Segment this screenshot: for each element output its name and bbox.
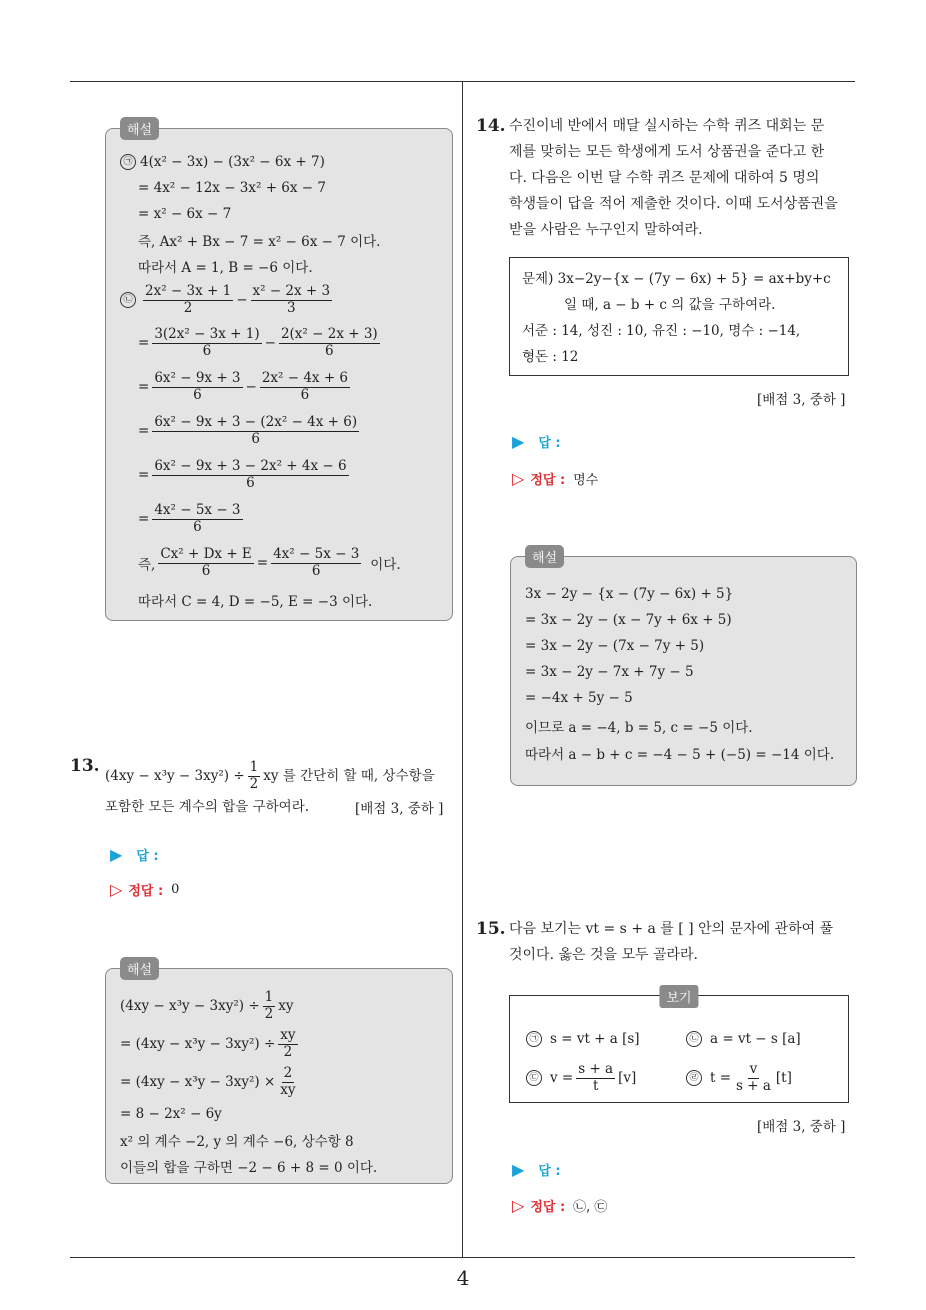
sol-line: 3x − 2y − {x − (7y − 6x) + 5} <box>525 586 734 602</box>
column-divider <box>462 82 463 1257</box>
box-line: 문제) 3x−2y−{x − (7y − 6x) + 5} = ax+by+c <box>522 271 831 287</box>
options-tag: 보기 <box>659 985 698 1008</box>
solution-tag: 해설 <box>120 117 159 140</box>
answer-label: 답 : <box>538 1164 561 1179</box>
option-text: t = <box>710 1070 732 1086</box>
text: 이다. <box>370 557 401 573</box>
fraction: $\frac{\text{2x² − 4x + 6}}{6}$ <box>261 369 349 403</box>
answer-label: 답 : <box>136 849 159 864</box>
sol-line: = 3x − 2y − (7x − 7y + 5) <box>525 638 705 654</box>
fraction: $\frac{\text{Cx² + Dx + E}}{6}$ <box>160 545 252 579</box>
marker-1: ㉠ <box>120 154 136 170</box>
score-14: [배점 3, 중하 ] <box>757 392 846 408</box>
sol-line: (4xy − x³y − 3xy²) ÷ <box>120 998 260 1014</box>
q15-line: 다음 보기는 vt = s + a 를 [ ] 안의 문자에 관하여 풀 <box>509 921 834 937</box>
equals: = <box>256 555 269 571</box>
solution-body <box>120 149 442 615</box>
option-4 <box>686 1059 792 1097</box>
text: 즉, <box>138 557 156 573</box>
page-number: 4 <box>456 1266 470 1290</box>
sol-line: = 8 − 2x² − 6y <box>120 1106 222 1122</box>
question-number-14: 14. <box>476 116 506 136</box>
correct-value: 명수 <box>573 473 599 488</box>
option-text: a = vt − s [a] <box>710 1031 801 1047</box>
equals: = <box>138 335 150 351</box>
q13-expr: (4xy − x³y − 3xy²) ÷ <box>105 768 245 784</box>
sol-line: = (4xy − x³y − 3xy²) ÷ <box>120 1036 276 1052</box>
sol-line: 4(x² − 3x) − (3x² − 6x + 7) <box>140 154 325 170</box>
sol-line: = −4x + 5y − 5 <box>525 690 633 706</box>
option-text: [v] <box>618 1070 637 1086</box>
correct-row-14 <box>512 469 598 488</box>
solution-body <box>525 581 846 766</box>
problem-box-content <box>522 266 831 370</box>
fraction: $\frac{\text{6x² − 9x + 3}}{6}$ <box>154 369 241 403</box>
play-triangle-icon: ▶ <box>110 845 123 864</box>
fraction: $\frac{xy}{2}$ <box>280 1026 296 1060</box>
sol-line: = 4x² − 12x − 3x² + 6x − 7 <box>138 180 326 196</box>
score-15: [배점 3, 중하 ] <box>757 1119 846 1135</box>
option-3 <box>526 1059 636 1097</box>
correct-row-15 <box>512 1196 607 1215</box>
sol-line: 이므로 a = −4, b = 5, c = −5 이다. <box>525 719 753 736</box>
solution-box-13 <box>105 963 453 1184</box>
solution-box-12 <box>105 123 453 621</box>
option-text: v = <box>550 1070 574 1086</box>
operator: − <box>245 379 257 395</box>
marker-2: ㉡ <box>120 292 136 308</box>
fraction: $\frac{\text{x² − 2x + 3}}{3}$ <box>252 282 331 316</box>
option-1 <box>526 1028 640 1050</box>
sol-line: 따라서 C = 4, D = −5, E = −3 이다. <box>138 594 373 610</box>
question-number-13: 13. <box>70 756 100 776</box>
fraction: $\frac{1}{2}$ <box>264 988 274 1022</box>
correct-label: 정답 : <box>128 884 164 899</box>
answer-row-13[interactable] <box>110 845 159 864</box>
sol-line: = 3x − 2y − (x − 7y + 6x + 5) <box>525 612 732 628</box>
sol-line: 즉, Ax² + Bx − 7 = x² − 6x − 7 이다. <box>138 234 381 250</box>
correct-label: 정답 : <box>530 473 566 488</box>
sol-line: = (4xy − x³y − 3xy²) × <box>120 1074 276 1090</box>
correct-label: 정답 : <box>530 1200 566 1215</box>
fraction: $\frac{\text{3(2x² − 3x + 1)}}{6}$ <box>154 325 260 359</box>
sol-line: xy <box>278 998 294 1014</box>
answer-row-14[interactable] <box>512 432 561 451</box>
sol-line: x² 의 계수 −2, y 의 계수 −6, 상수항 8 <box>120 1134 354 1150</box>
answer-label: 답 : <box>538 436 561 451</box>
question-number-15: 15. <box>476 919 506 939</box>
outline-triangle-icon: ▷ <box>110 880 123 899</box>
equals: = <box>138 467 150 483</box>
solution-box-14 <box>510 551 857 786</box>
q15-line: 것이다. 옳은 것을 모두 골라라. <box>509 947 698 963</box>
play-triangle-icon: ▶ <box>512 432 525 451</box>
option-text: s = vt + a [s] <box>550 1031 640 1047</box>
option-marker: ㉢ <box>526 1070 542 1086</box>
options-box-15 <box>509 991 849 1103</box>
fraction: $\frac{\text{4x² − 5x − 3}}{6}$ <box>273 545 360 579</box>
fraction: $\frac{1}{2}$ <box>249 758 259 792</box>
option-marker: ㉡ <box>686 1031 702 1047</box>
fraction: $\frac{\text{2(x² − 2x + 3)}}{6}$ <box>280 325 378 359</box>
q13-expr-rest: xy 를 간단히 할 때, 상수항을 <box>263 768 435 784</box>
score-13: [배점 3, 중하 ] <box>355 801 444 817</box>
fraction: $\frac{s + a}{t}$ <box>578 1060 614 1094</box>
sol-line: = 3x − 2y − 7x + 7y − 5 <box>525 664 694 680</box>
problem-box-14 <box>509 257 849 376</box>
question-14-text <box>509 113 859 243</box>
q14-line: 수진이네 반에서 매달 실시하는 수학 퀴즈 대회는 문 <box>509 118 825 134</box>
option-2 <box>686 1028 801 1050</box>
fraction: $\frac{\text{4x² − 5x − 3}}{6}$ <box>154 501 241 535</box>
equals: = <box>138 379 150 395</box>
option-text: [t] <box>775 1070 792 1086</box>
bottom-rule <box>70 1257 855 1258</box>
answer-row-15[interactable] <box>512 1160 561 1179</box>
solution-tag: 해설 <box>525 545 564 568</box>
q14-line: 학생들이 답을 적어 제출한 것이다. 이때 도서상품권을 <box>509 196 838 212</box>
fraction: $\frac{\text{2x² − 3x + 1}}{2}$ <box>145 282 232 316</box>
sol-line: 따라서 a − b + c = −4 − 5 + (−5) = −14 이다. <box>525 747 835 763</box>
sol-line: 따라서 A = 1, B = −6 이다. <box>138 260 313 276</box>
q14-line: 다. 다음은 이번 달 수학 퀴즈 문제에 대하여 5 명의 <box>509 170 820 186</box>
correct-row-13 <box>110 880 179 899</box>
operator: − <box>236 292 248 308</box>
operator: − <box>264 335 276 351</box>
option-marker: ㉣ <box>686 1070 702 1086</box>
equals: = <box>138 511 150 527</box>
outline-triangle-icon: ▷ <box>512 469 525 488</box>
play-triangle-icon: ▶ <box>512 1160 525 1179</box>
box-line: 서준 : 14, 성진 : 10, 유진 : −10, 명수 : −14, <box>522 323 801 339</box>
q13-line2: 포함한 모든 계수의 합을 구하여라. <box>105 799 310 815</box>
fraction: $\frac{v}{s + a}$ <box>736 1060 771 1094</box>
q14-line: 제를 맞히는 모든 학생에게 도서 상품권을 준다고 한 <box>509 144 825 160</box>
fraction: $\frac{\text{6x² − 9x + 3 − (2x² − 4x + 6)}}{6}$ <box>154 413 358 447</box>
box-line: 형돈 : 12 <box>522 349 579 365</box>
outline-triangle-icon: ▷ <box>512 1196 525 1215</box>
question-15-text <box>509 916 859 968</box>
solution-tag: 해설 <box>120 957 159 980</box>
correct-value: 0 <box>171 882 180 897</box>
solution-body <box>120 987 442 1179</box>
correct-value: ㉡, ㉢ <box>573 1200 608 1215</box>
box-line: 일 때, a − b + c 의 값을 구하여라. <box>564 297 776 313</box>
equals: = <box>138 423 150 439</box>
fraction: $\frac{\text{6x² − 9x + 3 − 2x² + 4x − 6}}{6}$ <box>154 457 347 491</box>
fraction: $\frac{2}{xy}$ <box>280 1064 296 1098</box>
sol-line: 이들의 합을 구하면 −2 − 6 + 8 = 0 이다. <box>120 1160 378 1176</box>
sol-line: = x² − 6x − 7 <box>138 206 232 222</box>
option-marker: ㉠ <box>526 1031 542 1047</box>
q14-line: 받을 사람은 누구인지 말하여라. <box>509 222 703 238</box>
